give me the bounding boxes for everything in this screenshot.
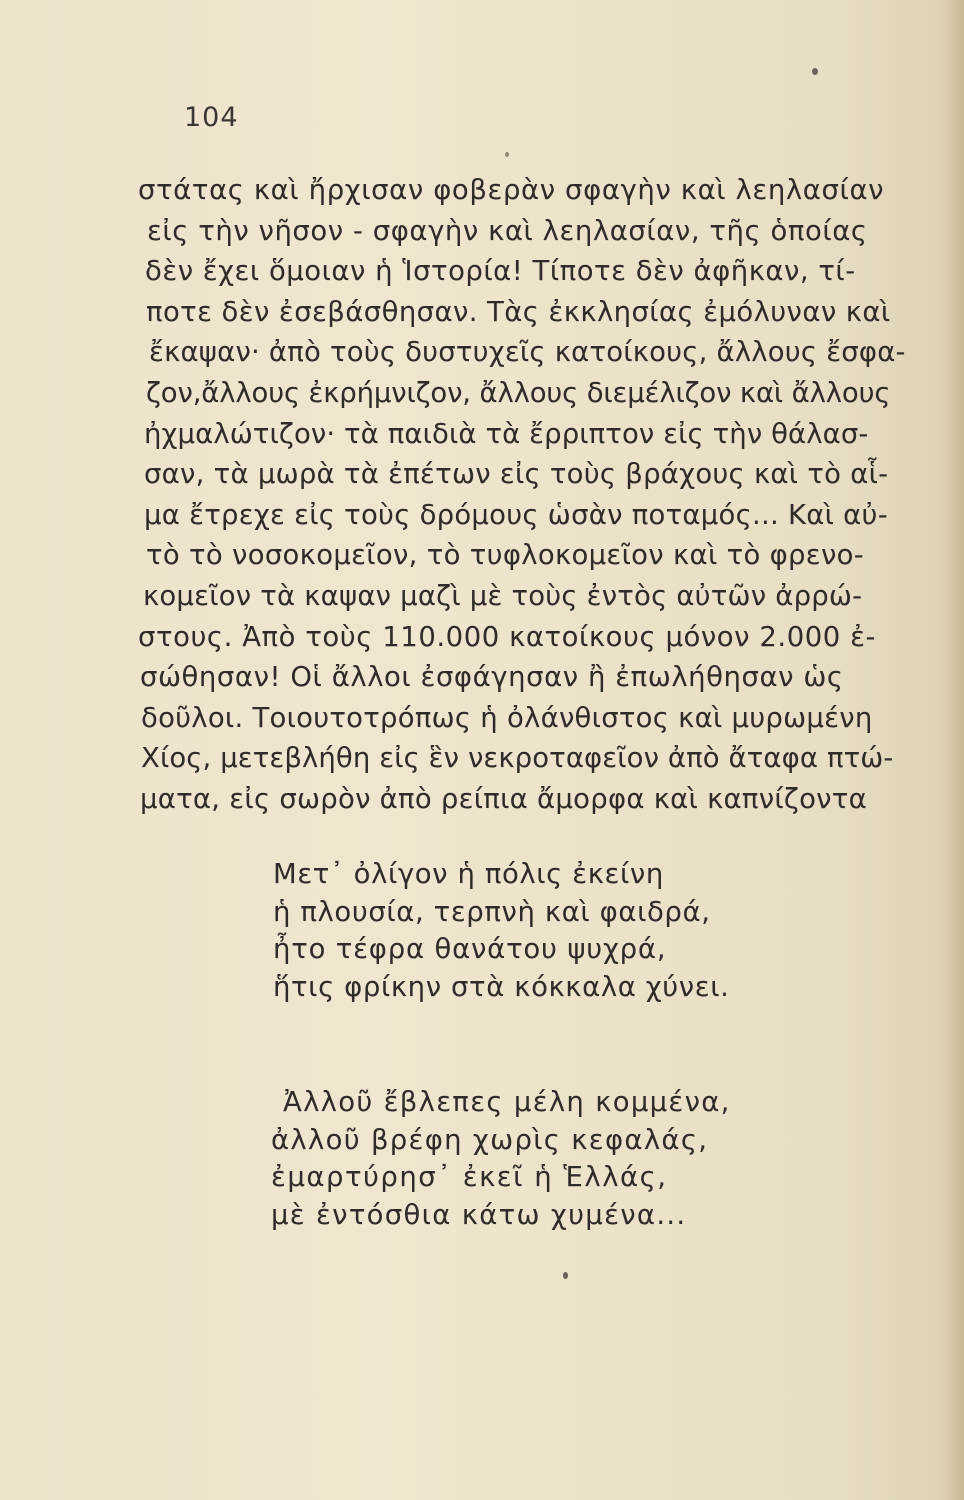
- verse-line: Μετ᾽ ὀλίγον ἡ πόλις ἐκείνη: [273, 858, 664, 890]
- text-line: σαν, τὰ μωρὰ τὰ ἐπέτων εἰς τοὺς βράχους καὶ τὸ αἷ-: [144, 458, 889, 491]
- text-line: μα ἔτρεχε εἰς τοὺς δρόμους ὡσὰν ποταμός... Καὶ αὐ-: [144, 498, 888, 531]
- text-line: ζον,ἄλλους ἐκρήμνιζον, ἄλλους διεμέλιζον καὶ ἄλλους: [146, 376, 891, 409]
- text-line: τὸ τὸ νοσοκομεῖον, τὸ τυφλοκομεῖον καὶ τὸ φρενο-: [146, 539, 864, 572]
- page-edge-shadow: [942, 0, 964, 1500]
- verse-line: ἀλλοῦ βρέφη χωρὶς κεφαλάς,: [271, 1123, 709, 1156]
- text-line: δοῦλοι. Τοιουτοτρόπως ἡ ὀλάνθιστος καὶ μυρωμένη: [141, 701, 873, 734]
- text-line: δὲν ἔχει ὅμοιαν ἡ Ἱστορία! Τίποτε δὲν ἀφῆκαν, τί-: [145, 255, 856, 288]
- poem-stanza-2: [271, 1084, 731, 1234]
- verse-line: ἐμαρτύρησ᾽ ἐκεῖ ἡ Ἑλλάς,: [271, 1161, 668, 1193]
- prose-paragraph: [138, 170, 938, 820]
- text-line: κομεῖον τὰ καψαν μαζὶ μὲ τοὺς ἐντὸς αὐτῶν ἀρρώ-: [143, 579, 863, 612]
- text-line: στάτας καὶ ἤρχισαν φοβερὰν σφαγὴν καὶ λεηλασίαν: [138, 174, 885, 206]
- text-line: εἰς τὴν νῆσον - σφαγὴν καὶ λεηλασίαν, τῆς ὁποίας: [147, 214, 868, 247]
- text-line: ματα, εἰς σωρὸν ἀπὸ ρείπια ἄμορφα καὶ καπνίζοντα: [140, 782, 867, 815]
- verse-line: ἥτις φρίκην στὰ κόκκαλα χύνει.: [273, 970, 730, 1003]
- text-line: σώθησαν! Οἱ ἄλλοι ἐσφάγησαν ἢ ἐπωλήθησαν ὡς: [140, 661, 844, 694]
- ink-speck: [563, 1272, 568, 1279]
- text-line: ἠχμαλώτιζον· τὰ παιδιὰ τὰ ἔρριπτον εἰς τὴν θάλασ-: [144, 417, 869, 450]
- text-line: στους. Ἀπὸ τοὺς 110.000 κατοίκους μόνον 2.000 ἐ-: [138, 620, 877, 653]
- page-number: 104: [184, 102, 239, 133]
- ink-speck: [812, 68, 818, 75]
- verse-line: ἡ πλουσία, τερπνὴ καὶ φαιδρά,: [273, 895, 711, 928]
- verse-line: Ἀλλοῦ ἔβλεπες μέλη κομμένα,: [283, 1086, 731, 1118]
- text-line: Χίος, μετεβλήθη εἰς ἓν νεκροταφεῖον ἀπὸ ἄταφα πτώ-: [141, 742, 894, 775]
- text-line: ἔκαψαν· ἀπὸ τοὺς δυστυχεῖς κατοίκους, ἄλλους ἔσφα-: [149, 336, 906, 369]
- ink-speck: [505, 152, 509, 157]
- verse-line: μὲ ἐντόσθια κάτω χυμένα...: [271, 1198, 687, 1231]
- text-line: ποτε δὲν ἐσεβάσθησαν. Τὰς ἐκκλησίας ἐμόλυναν καὶ: [146, 295, 891, 328]
- poem-stanza-1: [273, 856, 729, 1006]
- verse-line: ἦτο τέφρα θανάτου ψυχρά,: [273, 933, 667, 965]
